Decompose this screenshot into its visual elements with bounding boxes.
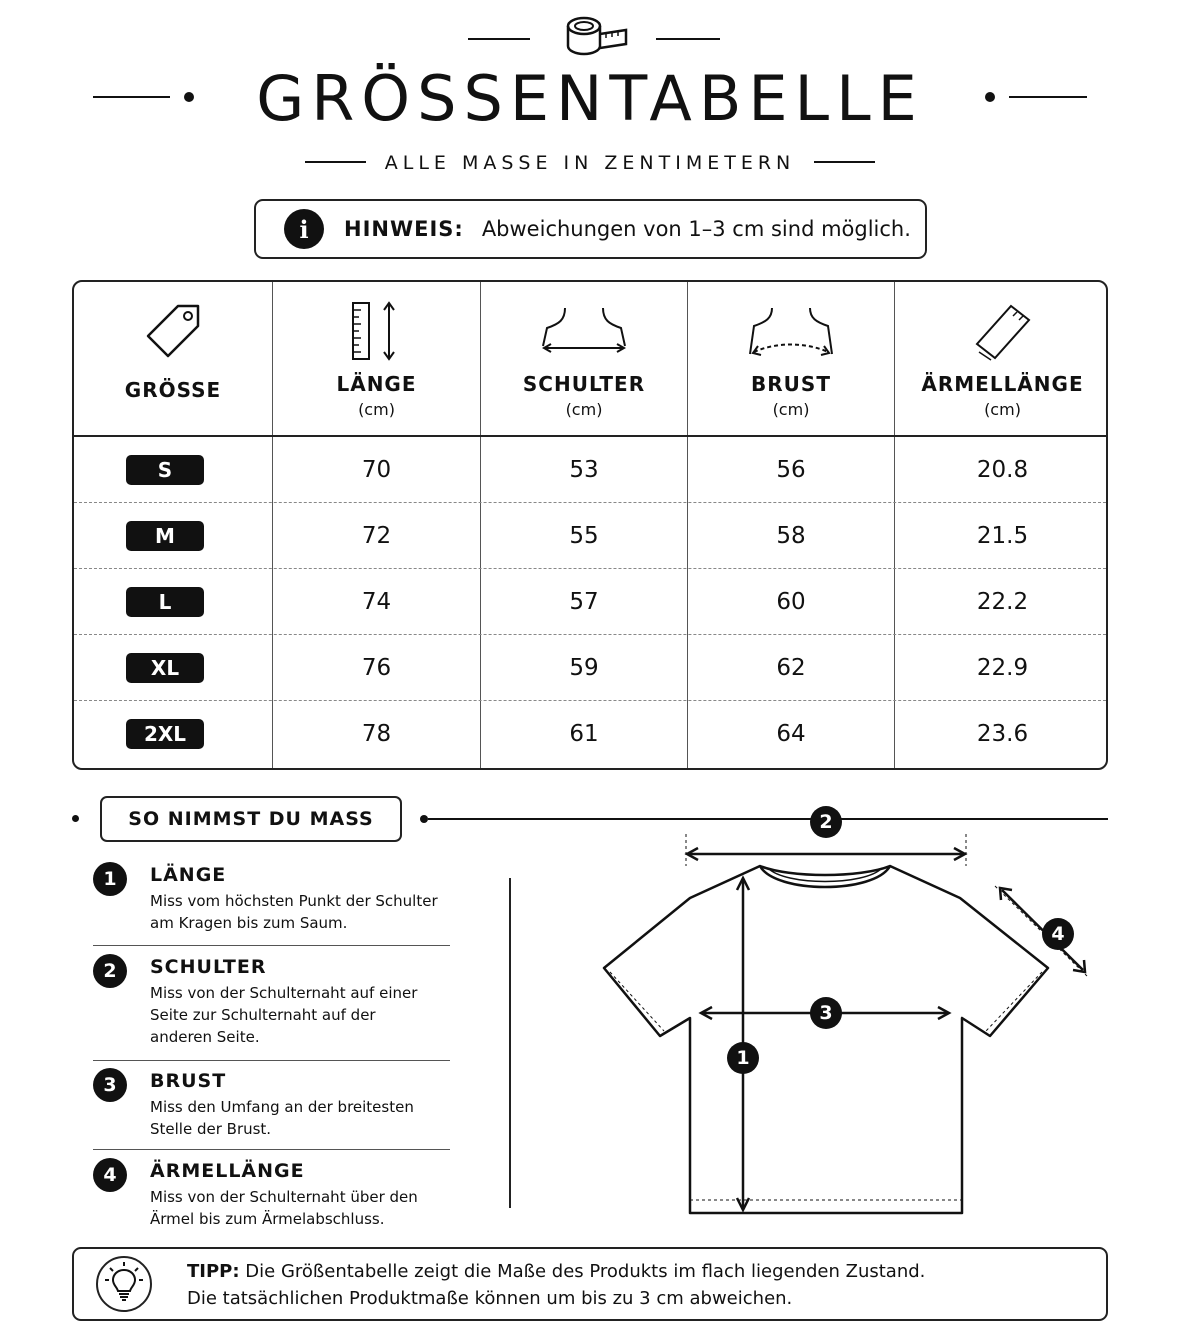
- diagram-marker-4: 4: [1042, 918, 1074, 950]
- title-rule-right: [1009, 96, 1087, 98]
- subtitle-rule-left: [305, 161, 366, 163]
- col-aermel-unit: (cm): [984, 400, 1021, 419]
- tip-line-2: Die tatsächlichen Produktmaße können um bis zu 3 cm abweichen.: [187, 1288, 793, 1309]
- step-description: Miss vom höchsten Punkt der Schulter am Kragen bis zum Saum.: [150, 892, 438, 932]
- diagram-marker-2: 2: [810, 806, 842, 838]
- step-laenge: [93, 862, 450, 942]
- diagram-marker-1: 1: [727, 1042, 759, 1074]
- cell-laenge: 72: [361, 523, 392, 549]
- cell-laenge: 74: [361, 589, 392, 615]
- col-brust-label: BRUST: [751, 372, 831, 396]
- step-divider: [93, 1149, 450, 1150]
- tshirt-diagram: [590, 828, 1110, 1228]
- step-number: 1: [93, 862, 127, 896]
- size-badge: S: [126, 455, 204, 485]
- cell-brust: 56: [776, 457, 806, 483]
- col-brust-unit: (cm): [772, 400, 810, 419]
- col-header-schulter: [481, 282, 687, 435]
- cell-brust: 64: [776, 721, 806, 747]
- step-description: Miss von der Schulternaht über den Ärmel bis zum Ärmelabschluss.: [150, 1188, 418, 1228]
- step-description: Miss den Umfang an der breitesten Stelle der Brust.: [150, 1098, 414, 1138]
- cell-schulter: 59: [569, 655, 599, 681]
- tip-label: TIPP:: [187, 1261, 240, 1282]
- tip-line-1: [187, 1261, 925, 1282]
- diagram-marker-3: 3: [810, 997, 842, 1029]
- measuring-tape-icon: [562, 14, 630, 58]
- col-laenge-label: LÄNGE: [336, 372, 417, 396]
- col-header-aermel: [895, 282, 1108, 435]
- section-dot-right: [420, 815, 428, 823]
- section-heading: SO NIMMST DU MASS: [100, 796, 402, 842]
- info-icon: i: [284, 209, 324, 249]
- step-title: BRUST: [150, 1070, 227, 1092]
- col-laenge-unit: (cm): [358, 400, 395, 419]
- title-rule-left: [93, 96, 170, 98]
- step-schulter: [93, 954, 450, 1054]
- header-rule-top-right: [656, 38, 720, 40]
- cell-laenge: 76: [361, 655, 392, 681]
- cell-laenge: 70: [361, 457, 392, 483]
- cell-aermel: 23.6: [976, 721, 1029, 747]
- cell-aermel: 20.8: [976, 457, 1029, 483]
- step-title: LÄNGE: [150, 864, 227, 886]
- cell-aermel: 22.2: [976, 589, 1029, 615]
- size-table: [72, 280, 1108, 770]
- col-header-size: [74, 282, 272, 435]
- cell-schulter: 61: [569, 721, 599, 747]
- cell-brust: 60: [776, 589, 806, 615]
- tip-text-1: Die Größentabelle zeigt die Maße des Produkts im flach liegenden Zustand.: [245, 1261, 926, 1282]
- size-badge: 2XL: [126, 719, 204, 749]
- step-brust: [93, 1068, 450, 1148]
- col-aermel-label: ÄRMELLÄNGE: [921, 372, 1084, 396]
- cell-laenge: 78: [361, 721, 392, 747]
- page-title: GRÖSSENTABELLE: [256, 62, 924, 135]
- title-dot-left: [184, 92, 194, 102]
- tip-box: [72, 1247, 1108, 1321]
- step-number: 4: [93, 1158, 127, 1192]
- vertical-divider: [509, 878, 511, 1208]
- note-box: [254, 199, 927, 259]
- size-badge: XL: [126, 653, 204, 683]
- step-divider: [93, 1060, 450, 1061]
- step-aermel: [93, 1158, 450, 1238]
- lightbulb-icon: [96, 1256, 152, 1312]
- cell-schulter: 53: [569, 457, 599, 483]
- price-tag-icon: [142, 300, 204, 362]
- step-title: SCHULTER: [150, 956, 267, 978]
- col-header-brust: [688, 282, 894, 435]
- note-label: HINWEIS:: [344, 217, 464, 241]
- cell-aermel: 21.5: [976, 523, 1029, 549]
- col-schulter-unit: (cm): [565, 400, 603, 419]
- cell-schulter: 55: [569, 523, 599, 549]
- step-number: 3: [93, 1068, 127, 1102]
- section-dot-left: [72, 815, 79, 822]
- section-rule: [428, 818, 1108, 820]
- size-badge: M: [126, 521, 204, 551]
- step-divider: [93, 945, 450, 946]
- subtitle-rule-right: [814, 161, 875, 163]
- chest-icon: [746, 304, 836, 362]
- step-number: 2: [93, 954, 127, 988]
- sleeve-icon: [971, 302, 1035, 362]
- ruler-icon: [349, 300, 405, 362]
- step-title: ÄRMELLÄNGE: [150, 1160, 305, 1182]
- step-description: Miss von der Schulternaht auf einer Seite zur Schulternaht auf der anderen Seite.: [150, 984, 418, 1046]
- page-subtitle: ALLE MASSE IN ZENTIMETERN: [384, 152, 796, 174]
- col-schulter-label: SCHULTER: [522, 372, 646, 396]
- size-badge: L: [126, 587, 204, 617]
- cell-brust: 62: [776, 655, 806, 681]
- col-header-laenge: [273, 282, 480, 435]
- note-text: Abweichungen von 1–3 cm sind möglich.: [481, 217, 911, 241]
- cell-schulter: 57: [569, 589, 599, 615]
- col-size-label: GRÖSSE: [124, 378, 222, 402]
- shoulder-icon: [539, 304, 629, 356]
- title-dot-right: [985, 92, 995, 102]
- header-rule-top-left: [468, 38, 530, 40]
- cell-brust: 58: [776, 523, 806, 549]
- cell-aermel: 22.9: [976, 655, 1029, 681]
